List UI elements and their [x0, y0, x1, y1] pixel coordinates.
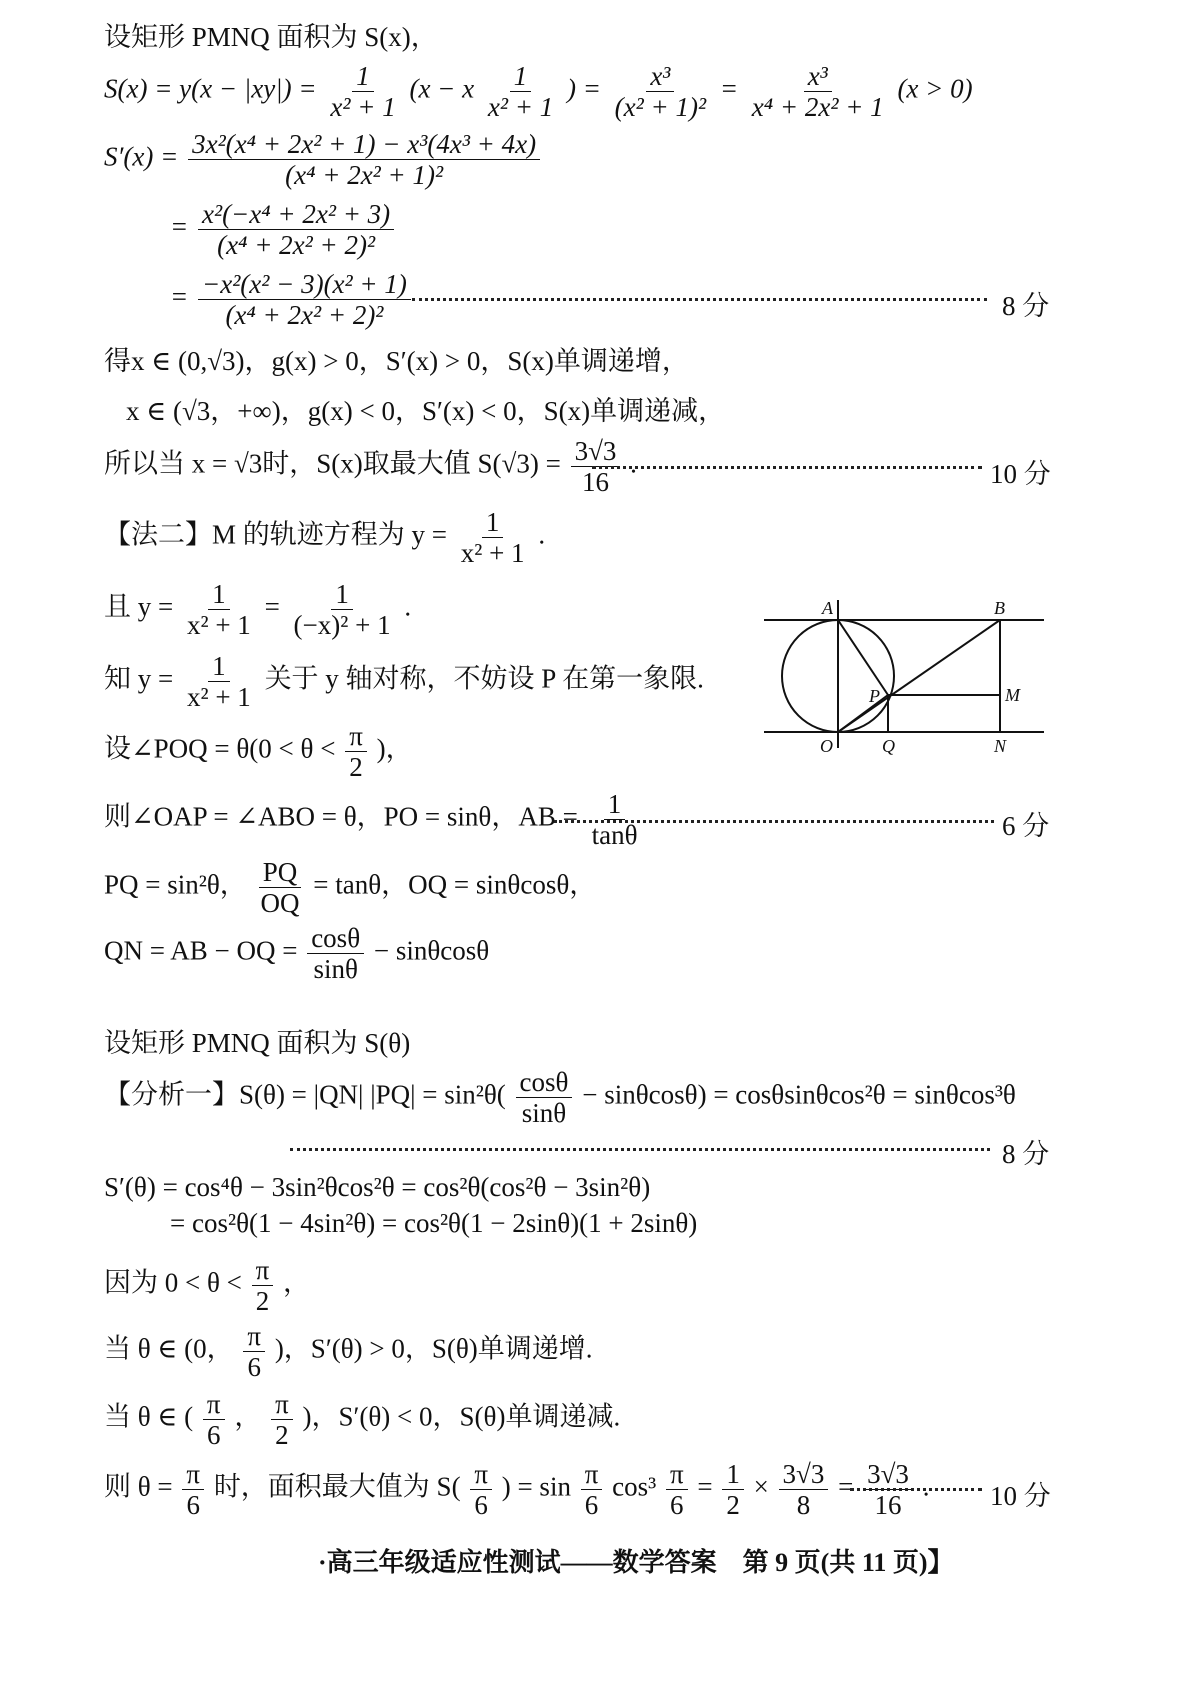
score-mark: 10 分: [990, 1481, 1051, 1511]
label-N: N: [994, 736, 1007, 756]
text-line-increasing: 当 θ ∈ (0， $\frac{\pi}{6}$ )，S′(θ) > 0，S(θ)单调递增.: [104, 1321, 593, 1382]
label-A: A: [822, 598, 833, 618]
text-line-max-area: 则 θ = $\frac{\pi}{6}$ 时，面积最大值为 S( $\frac{\pi}{6}$ ) = sin $\frac{\pi}{6}$ cos³ $\frac{\pi}{6}$ = $\frac{1}{2}$ × $\frac{3√3}{8}$ = $\frac{3√3}{16}$ .: [104, 1459, 930, 1520]
text-line-symmetric-1: 且 y = $\frac{1}{\text{x² + 1}}$ = $\frac{1}{\text{(−x)² + 1}}$ .: [104, 579, 412, 640]
label-B: B: [994, 598, 1005, 618]
text-line-angles: 则∠OAP = ∠ABO = θ，PO = sinθ，AB = $\frac{1}{\tan\theta}$: [104, 789, 638, 850]
geometry-figure: [760, 598, 1050, 763]
score-leader-dots: [412, 298, 987, 301]
text-line-1: 设矩形 PMNQ 面积为 S(x)，: [104, 22, 438, 52]
text-line-max-value: 所以当 x = √3时，S(x)取最大值 S(√3) = $\frac{3√3}{16}$ .: [104, 436, 637, 497]
score-leader-dots: [290, 1148, 990, 1151]
text-line-theta: 设∠POQ = θ(0 < θ < $\frac{\pi}{2}$ )，: [104, 721, 413, 782]
text-line-QN: QN = AB − OQ = $\frac{\cos\theta}{\sin\theta}$ − sinθcosθ: [104, 923, 490, 984]
text-line-symmetric-2: 知 y = $\frac{1}{\text{x² + 1}}$ 关于 y 轴对称，不妨设 P 在第一象限.: [104, 651, 704, 712]
label-Q: Q: [882, 736, 895, 756]
formula-S-x: S(x) = y(x − |xy|) = $\frac{1}{\text{x² + 1}}$ (x − x $\frac{1}{\text{x² + 1}}$ ) = $\frac{\text{x³}}{\text{(x² + 1)²}}$ = $\frac{\text{x³}}{\text{x⁴ + 2x² + 1}}$ (x > 0): [104, 61, 973, 122]
score-leader-dots: [592, 466, 982, 469]
score-mark: 8 分: [1002, 291, 1050, 321]
label-O: O: [820, 736, 833, 756]
label-M: M: [1005, 685, 1020, 705]
score-leader-dots: [554, 820, 994, 823]
score-mark: 8 分: [1002, 1139, 1050, 1169]
label-P: P: [869, 686, 880, 706]
formula-S-prime-theta-2: = cos²θ(1 − 4sin²θ) = cos²θ(1 − 2sinθ)(1 + 2sinθ): [170, 1208, 698, 1238]
formula-S-prime-theta: S′(θ) = cos⁴θ − 3sin²θcos²θ = cos²θ(cos²θ − 3sin²θ): [104, 1172, 651, 1202]
formula-S-prime-x: S′(x) = $\frac{\text{3x²(x⁴ + 2x² + 1) − x³(4x³ + 4x)}}{\text{(x⁴ + 2x² + 1)²}}$: [104, 130, 543, 189]
method-two-heading: 【法二】M 的轨迹方程为 y = $\frac{1}{\text{x² + 1}}$ .: [104, 507, 546, 568]
formula-step-3: = $\frac{\text{−x²(x² − 3)(x² + 1)}}{\text{(x⁴ + 2x² + 2)²}}$: [170, 270, 414, 329]
text-line-area-theta: 设矩形 PMNQ 面积为 S(θ): [104, 1028, 411, 1058]
page-footer: ·高三年级适应性测试——数学答案 第 9 页(共 11 页)】: [318, 1548, 954, 1577]
text-line-because: 因为 0 < θ < $\frac{\pi}{2}$ ，: [104, 1255, 311, 1316]
score-mark: 10 分: [990, 459, 1051, 489]
text-line-increase: 得x ∈ (0,√3)，g(x) > 0，S′(x) > 0，S(x)单调递增，: [104, 346, 689, 376]
text-line-decreasing: 当 θ ∈ ( $\frac{\pi}{6}$ ， $\frac{\pi}{2}$ )，S′(θ) < 0，S(θ)单调递减.: [104, 1389, 621, 1450]
score-leader-dots: [850, 1488, 982, 1491]
score-mark: 6 分: [1002, 811, 1050, 841]
text-line-decrease: x ∈ (√3，+∞)，g(x) < 0，S′(x) < 0，S(x)单调递减，: [126, 396, 726, 426]
text-line-PQ: PQ = sin²θ， $\frac{PQ}{OQ}$ = tanθ，OQ = sinθcosθ，: [104, 857, 597, 918]
segment-AP: [838, 620, 888, 695]
analysis-one-heading: 【分析一】S(θ) = |QN| |PQ| = sin²θ( $\frac{\cos\theta}{\sin\theta}$ − sinθcosθ) = cosθsinθcos²θ = sinθcos³θ: [104, 1067, 1016, 1128]
formula-step-2: = $\frac{\text{x²(−x⁴ + 2x² + 3)}}{\text{(x⁴ + 2x² + 2)²}}$: [170, 200, 397, 259]
